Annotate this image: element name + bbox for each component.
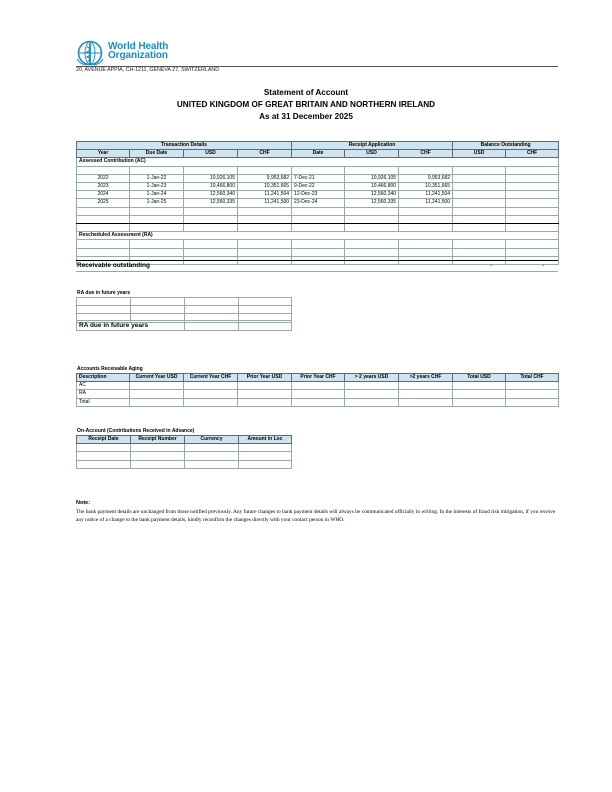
usd-cell: 10,466,800 [184, 183, 238, 191]
chf-cell: 9,953,682 [238, 174, 292, 182]
table-row [77, 382, 559, 390]
receivable-outstanding-row [76, 260, 558, 272]
receipt-date-cell: 9-Dec-22 [292, 183, 345, 191]
col-header: > 2 years USD [345, 374, 399, 382]
table-row [77, 390, 559, 398]
who-logo [76, 40, 106, 66]
col-header: CHF [506, 150, 559, 158]
receipt-date-cell: 7-Dec-21 [292, 174, 345, 182]
receipt-usd-cell: 12,560,340 [345, 191, 399, 199]
receivable-usd-value: - [490, 262, 493, 269]
table-row [77, 207, 559, 215]
ra-future-total-table [76, 320, 292, 331]
col-header: Receipt Date [77, 436, 131, 444]
table-row [77, 398, 559, 406]
table-row [77, 223, 559, 231]
due-date-cell: 1-Jan-24 [130, 191, 184, 199]
receipt-chf-cell: 11,241,504 [399, 191, 453, 199]
year-cell: 2024 [77, 191, 130, 199]
col-header: Amount in Loc [239, 436, 292, 444]
col-header: Year [77, 150, 130, 158]
table-row [77, 452, 292, 460]
table-row [77, 306, 292, 314]
table-row [77, 166, 559, 174]
assessed-section-label: Assessed Contribution (AC) [77, 158, 559, 166]
receipt-chf-cell: 11,241,500 [399, 199, 453, 207]
col-header: Prior Year USD [238, 374, 292, 382]
col-header: CHF [238, 150, 292, 158]
receipt-usd-cell: 10,466,800 [345, 183, 399, 191]
group-header-row [77, 142, 559, 150]
aging-row-label: RA [77, 390, 130, 398]
receivable-outstanding-label: Receivable outstanding [77, 262, 150, 269]
org-address: 20, AVENUE APPIA, CH-1211, GENEVA 27, SWITZERLAND [76, 67, 220, 73]
table-row [77, 298, 292, 306]
due-date-cell: 1-Jan-23 [130, 183, 184, 191]
aging-row-label: AC [77, 382, 130, 390]
due-date-cell: 1-Jan-22 [130, 174, 184, 182]
receipt-usd-cell: 12,560,335 [345, 199, 399, 207]
usd-cell: 12,560,340 [184, 191, 238, 199]
receipt-date-cell: 23-Dec-24 [292, 199, 345, 207]
aging-row-label: Total [77, 398, 130, 406]
due-date-cell: 1-Jan-25 [130, 199, 184, 207]
member-state-name: UNITED KINGDOM OF GREAT BRITAIN AND NORTHERN IRELAND [176, 100, 436, 109]
col-header: Date [292, 150, 345, 158]
rescheduled-section-label: Rescheduled Assessment (RA) [77, 232, 559, 240]
chf-cell: 11,241,504 [238, 191, 292, 199]
table-row [77, 191, 559, 199]
col-header: >2 years CHF [399, 374, 453, 382]
table-row [77, 183, 559, 191]
table-row [77, 240, 559, 248]
col-header: Receipt Number [131, 436, 185, 444]
col-header: CHF [399, 150, 453, 158]
assessed-section-row [77, 158, 559, 166]
balance-outstanding-header: Balance Outstanding [453, 142, 559, 150]
table-row [77, 215, 559, 223]
col-header: Description [77, 374, 130, 382]
table-row [77, 321, 292, 331]
statement-date: As at 31 December 2025 [259, 112, 353, 121]
org-name-line2: Organization [108, 49, 168, 61]
aging-header-row [77, 374, 559, 382]
year-cell: 2025 [77, 199, 130, 207]
on-account-label: On-Account (Contributions Received in Advance) [77, 428, 195, 434]
receipt-usd-cell: 10,926,105 [345, 174, 399, 182]
receipt-application-header: Receipt Application [292, 142, 453, 150]
table-row [77, 248, 559, 256]
column-header-row [77, 150, 559, 158]
ra-future-table [76, 297, 292, 323]
col-header: USD [184, 150, 238, 158]
col-header: Total USD [453, 374, 506, 382]
org-name [108, 43, 168, 60]
note-title: Note: [76, 500, 91, 506]
ra-future-label: RA due in future years [77, 290, 131, 296]
col-header: Current Year USD [130, 374, 184, 382]
receipt-chf-cell: 10,351,665 [399, 183, 453, 191]
document-title: Statement of Account [263, 88, 349, 97]
col-header: USD [453, 150, 506, 158]
aging-table [76, 373, 559, 407]
chf-cell: 10,351,665 [238, 183, 292, 191]
on-account-table [76, 435, 292, 469]
receivable-chf-value: - [542, 262, 545, 269]
table-row [77, 460, 292, 468]
table-row [77, 174, 559, 182]
col-header: Currency [185, 436, 239, 444]
col-header: Current Year CHF [184, 374, 238, 382]
col-header: USD [345, 150, 399, 158]
receipt-date-cell: 12-Dec-23 [292, 191, 345, 199]
table-row [77, 199, 559, 207]
year-cell: 2023 [77, 183, 130, 191]
year-cell: 2022 [77, 174, 130, 182]
usd-cell: 12,560,335 [184, 199, 238, 207]
receipt-chf-cell: 9,953,682 [399, 174, 453, 182]
col-header: Total CHF [506, 374, 559, 382]
ra-future-total-label: RA due in future years [77, 321, 185, 331]
on-account-header-row [77, 436, 292, 444]
rescheduled-section-row [77, 232, 559, 240]
col-header: Due Date [130, 150, 184, 158]
statement-table [76, 141, 559, 265]
org-name-line1: World Health [108, 41, 169, 52]
usd-cell: 10,926,105 [184, 174, 238, 182]
table-row [77, 444, 292, 452]
col-header: Prior Year CHF [292, 374, 345, 382]
note-text: The bank payment details are unchanged from those notified previously. Any future changes to bank payment details will always be communicated officially in writing. In the interests of fraud risk mitigation, if you receive any notice of a change to the bank payment details, kindly reconfirm the changes directly with your contact person in WHO. [76, 509, 556, 523]
aging-label: Accounts Receivable Aging [77, 366, 143, 372]
transaction-details-header: Transaction Details [77, 142, 292, 150]
chf-cell: 11,241,500 [238, 199, 292, 207]
